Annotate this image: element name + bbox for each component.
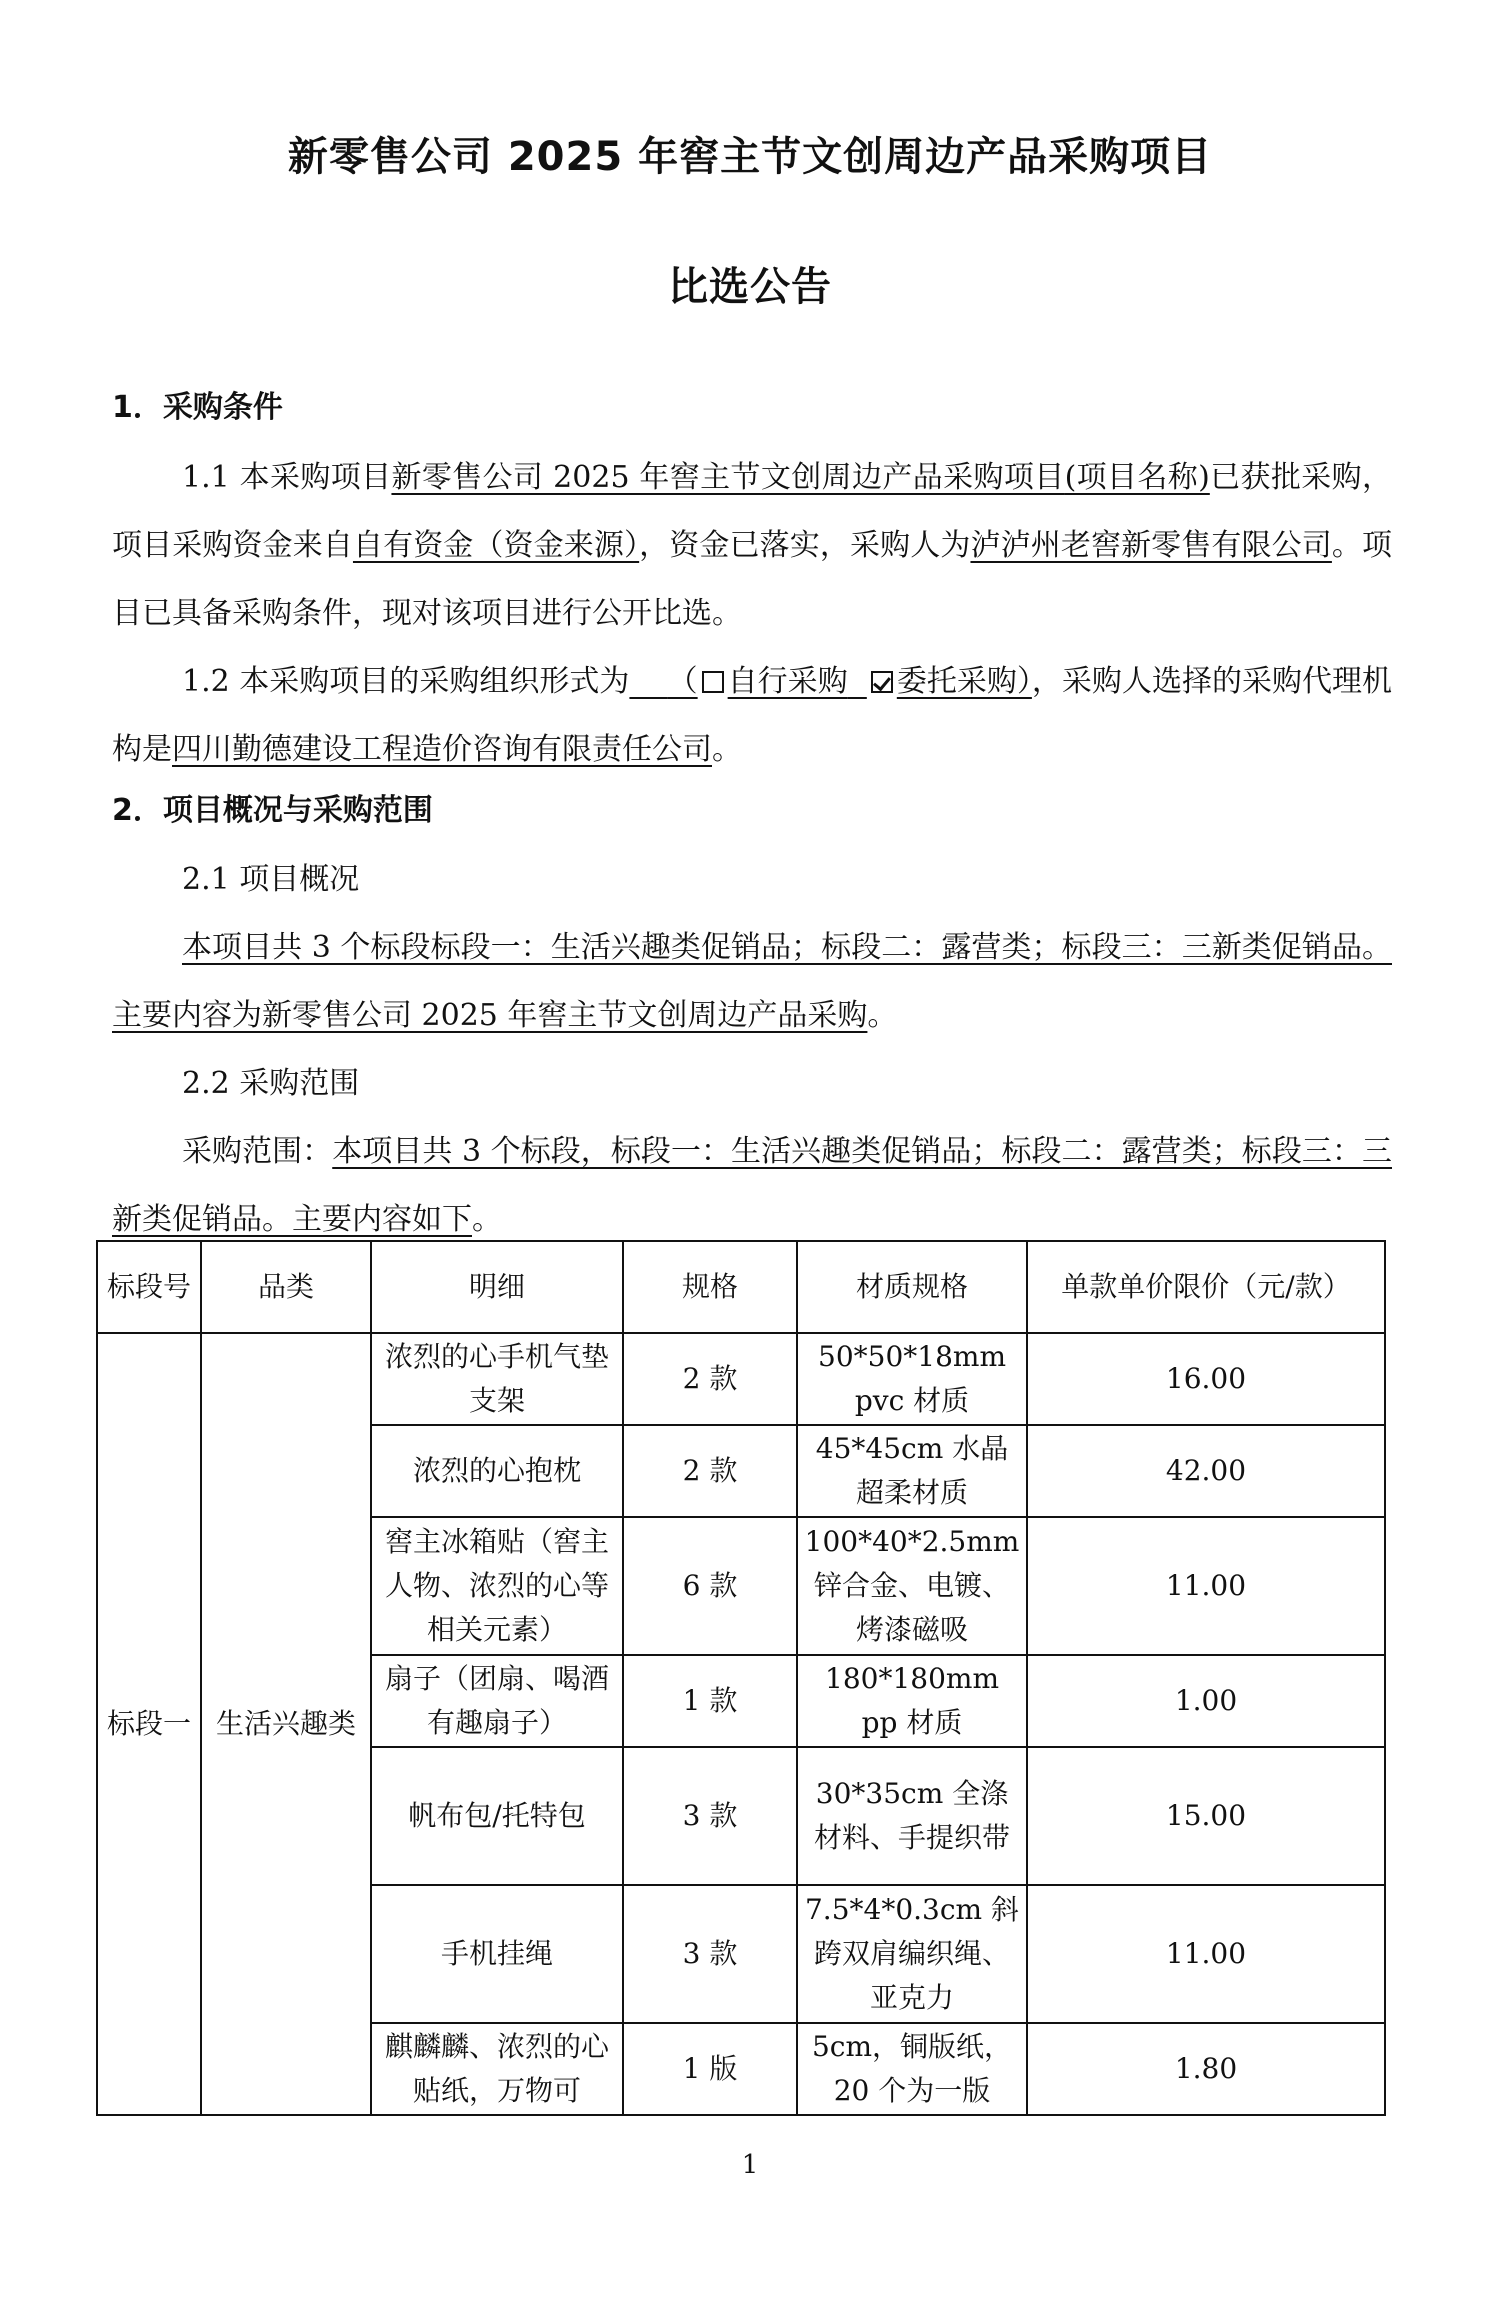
page-number: 1 — [741, 2150, 759, 2180]
header-price: 单款单价限价（元/款） — [1027, 1241, 1385, 1333]
purchaser-name: 泸泸州老窖新零售有限公司 — [970, 528, 1332, 563]
section-2-heading: 2．项目概况与采购范围 — [112, 793, 433, 828]
price-cell: 11.00 — [1027, 1517, 1385, 1655]
paragraph-2-2: 采购范围：本项目共 3 个标段，标段一：生活兴趣类促销品；标段二：露营类；标段三：三新类促销品。主要内容如下。 — [112, 1134, 1392, 1237]
spec-cell: 1 款 — [623, 1655, 797, 1747]
header-spec: 规格 — [623, 1241, 797, 1333]
material-cell: 5cm，铜版纸，20 个为一版 — [797, 2023, 1027, 2115]
agency-name: 四川勤德建设工程造价咨询有限责任公司 — [172, 732, 712, 767]
checkbox-entrusted-purchase-icon — [871, 671, 893, 693]
project-name: 新零售公司 2025 年窖主节文创周边产品采购项目 — [391, 460, 1065, 495]
spec-cell: 3 款 — [623, 1885, 797, 2023]
table-row — [97, 1333, 1385, 1425]
detail-cell: 窖主冰箱贴（窖主人物、浓烈的心等相关元素） — [371, 1517, 623, 1655]
header-section: 标段号 — [97, 1241, 201, 1333]
price-cell: 42.00 — [1027, 1425, 1385, 1517]
subheading-2-2: 2.2 采购范围 — [182, 1066, 360, 1101]
subheading-2-1: 2.1 项目概况 — [182, 862, 360, 897]
material-cell: 45*45cm 水晶超柔材质 — [797, 1425, 1027, 1517]
material-cell: 30*35cm 全涤材料、手提织带 — [797, 1747, 1027, 1885]
paragraph-1-1: 1.1 本采购项目新零售公司 2025 年窖主节文创周边产品采购项目(项目名称)已获批采购，项目采购资金来自自有资金（资金来源），资金已落实，采购人为泸泸州老窖新零售有限公司。项目已具备采购条件，现对该项目进行公开比选。 — [112, 460, 1393, 631]
procurement-table — [96, 1240, 1386, 2116]
material-cell: 180*180mm pp 材质 — [797, 1655, 1027, 1747]
checkbox-self-purchase-icon — [702, 671, 724, 693]
material-cell: 50*50*18mm pvc 材质 — [797, 1333, 1027, 1425]
detail-cell: 麒麟麟、浓烈的心贴纸，万物可 — [371, 2023, 623, 2115]
spec-cell: 6 款 — [623, 1517, 797, 1655]
material-cell: 7.5*4*0.3cm 斜跨双肩编织绳、亚克力 — [797, 1885, 1027, 2023]
spec-cell: 2 款 — [623, 1333, 797, 1425]
category-cell: 生活兴趣类 — [201, 1333, 371, 2115]
price-cell: 15.00 — [1027, 1747, 1385, 1885]
detail-cell: 手机挂绳 — [371, 1885, 623, 2023]
price-cell: 11.00 — [1027, 1885, 1385, 2023]
section-1-heading: 1．采购条件 — [112, 390, 283, 425]
detail-cell: 浓烈的心抱枕 — [371, 1425, 623, 1517]
price-cell: 1.80 — [1027, 2023, 1385, 2115]
material-cell: 100*40*2.5mm 锌合金、电镀、烤漆磁吸 — [797, 1517, 1027, 1655]
header-material: 材质规格 — [797, 1241, 1027, 1333]
spec-cell: 2 款 — [623, 1425, 797, 1517]
detail-cell: 扇子（团扇、喝酒有趣扇子） — [371, 1655, 623, 1747]
section-cell: 标段一 — [97, 1333, 201, 2115]
document-title: 新零售公司 2025 年窖主节文创周边产品采购项目 — [287, 134, 1213, 180]
detail-cell: 浓烈的心手机气垫支架 — [371, 1333, 623, 1425]
paragraph-2-1: 本项目共 3 个标段标段一：生活兴趣类促销品；标段二：露营类；标段三：三新类促销品。主要内容为新零售公司 2025 年窖主节文创周边产品采购。 — [112, 930, 1392, 1033]
spec-cell: 1 版 — [623, 2023, 797, 2115]
paragraph-1-2: 1.2 本采购项目的采购组织形式为 （ 自行采购 委托采购），采购人选择的采购代理机构是四川勤德建设工程造价咨询有限责任公司。 — [112, 664, 1393, 767]
price-cell: 16.00 — [1027, 1333, 1385, 1425]
header-category: 品类 — [201, 1241, 371, 1333]
spec-cell: 3 款 — [623, 1747, 797, 1885]
detail-cell: 帆布包/托特包 — [371, 1747, 623, 1885]
header-detail: 明细 — [371, 1241, 623, 1333]
price-cell: 1.00 — [1027, 1655, 1385, 1747]
fund-source: 自有资金（资金来源） — [352, 528, 640, 563]
table-header-row — [97, 1241, 1385, 1333]
document-subtitle: 比选公告 — [668, 264, 832, 310]
